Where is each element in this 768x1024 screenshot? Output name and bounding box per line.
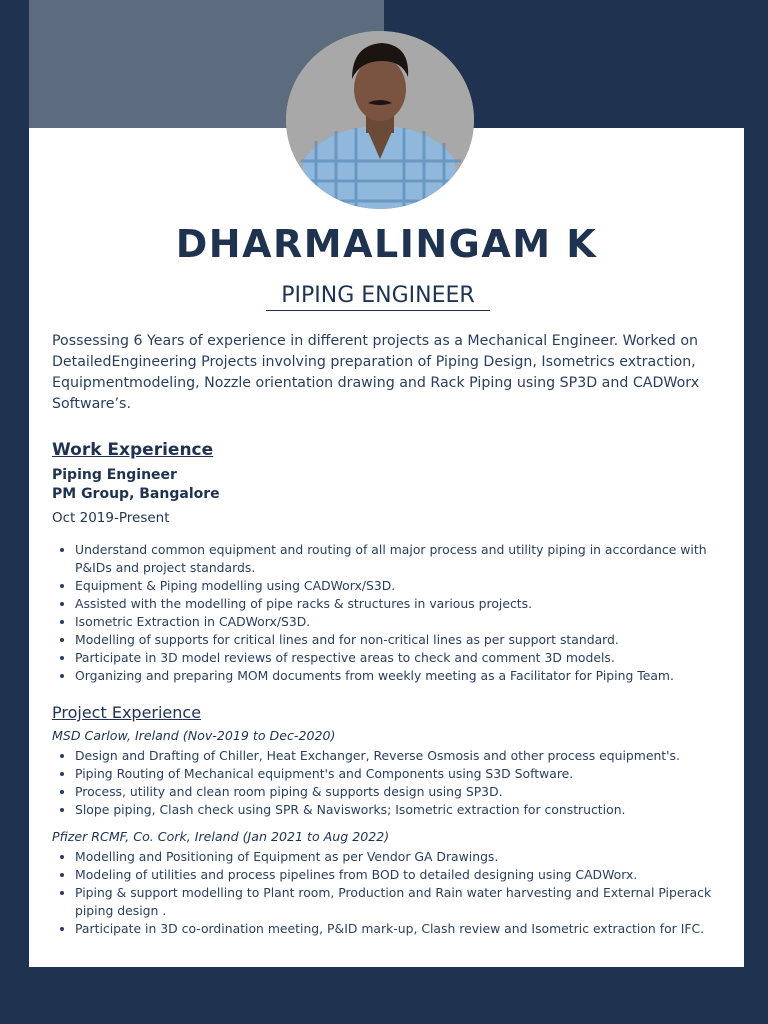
list-item: • Participate in 3D co-ordination meeting, P&ID mark-up, Clash review and Isometric extraction for IFC. [75, 920, 735, 938]
list-item: • Design and Drafting of Chiller, Heat Exchanger, Reverse Osmosis and other process equipment's. [75, 747, 735, 765]
project-title: MSD Carlow, Ireland (Nov-2019 to Dec-2020) [52, 728, 336, 743]
list-item: • Equipment & Piping modelling using CADWorx/S3D. [75, 577, 715, 595]
list-item: • Organizing and preparing MOM documents from weekly meeting as a Facilitator for Piping Team. [75, 667, 715, 685]
job-period: Oct 2019-Present [52, 510, 170, 526]
work-responsibilities-list [52, 541, 715, 685]
list-item: • Modelling and Positioning of Equipment as per Vendor GA Drawings. [75, 848, 735, 866]
list-item: • Modelling of supports for critical lines and for non-critical lines as per support standard. [75, 631, 715, 649]
job-role-title: PIPING ENGINEER [266, 283, 490, 311]
list-item: • Process, utility and clean room piping & supports design using SP3D. [75, 783, 735, 801]
list-item: • Piping & support modelling to Plant room, Production and Rain water harvesting and External Piperack piping design . [75, 884, 735, 920]
project-tasks-list [52, 747, 735, 819]
list-item: • Participate in 3D model reviews of respective areas to check and comment 3D models. [75, 649, 715, 667]
list-item: • Slope piping, Clash check using SPR & Navisworks; Isometric extraction for construction. [75, 801, 735, 819]
list-item: • Isometric Extraction in CADWorx/S3D. [75, 613, 715, 631]
work-experience-heading: Work Experience [52, 440, 214, 460]
list-item: • Assisted with the modelling of pipe racks & structures in various projects. [75, 595, 715, 613]
profile-photo [286, 31, 474, 209]
list-item: • Understand common equipment and routing of all major process and utility piping in accordance with P&IDs and project standards. [75, 541, 715, 577]
job-company: PM Group, Bangalore [52, 486, 220, 502]
project-experience-heading: Project Experience [52, 703, 202, 722]
project-title: Pfizer RCMF, Co. Cork, Ireland (Jan 2021 to Aug 2022) [52, 829, 390, 844]
job-title: Piping Engineer [52, 467, 177, 483]
person-name: DHARMALINGAM K [175, 222, 598, 266]
list-item: • Modeling of utilities and process pipelines from BOD to detailed designing using CADWorx. [75, 866, 735, 884]
project-tasks-list [52, 848, 735, 938]
list-item: • Piping Routing of Mechanical equipment's and Components using S3D Software. [75, 765, 735, 783]
profile-summary: Possessing 6 Years of experience in different projects as a Mechanical Engineer. Worked on DetailedEngineering Projects involving preparation of Piping Design, Isometrics extraction, Equipmentmodeling, Nozzle orientation drawing and Rack Piping using SP3D and CADWorx Software’s. [52, 333, 700, 412]
